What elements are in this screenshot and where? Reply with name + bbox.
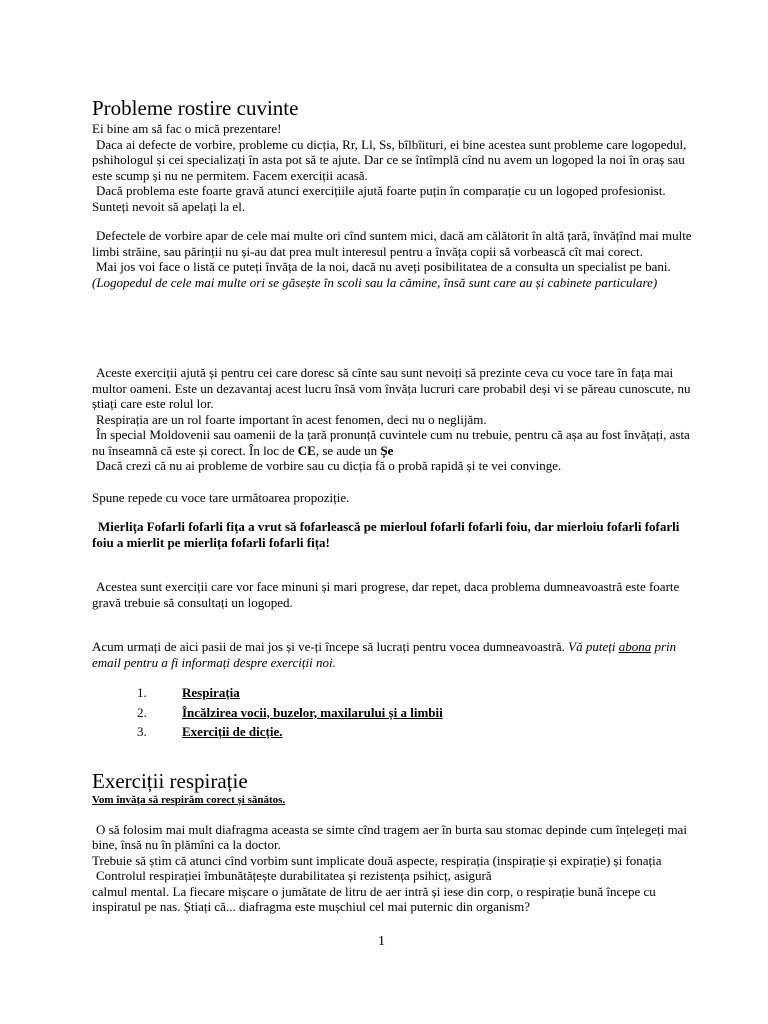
- exercises-text-b: , se aude un: [315, 442, 381, 458]
- toc-item-number: 2.: [137, 704, 147, 720]
- page-title: Probleme rostire cuvinte: [92, 96, 299, 120]
- intro-paragraph-1: Daca ai defecte de vorbire, probleme cu dicția, Rr, Ll, Ss, bîlbîituri, ei bine acestea sunt probleme care logopedul, pshihologul și cei specializați în asta pot să te ajute. Dar ce se întîmplă cînd nu avem un logoped la noi în oraș sau este scump și nu ne permitem. Facem exerciții acasă.: [92, 136, 687, 183]
- section-subtitle: Vom învăța să respirăm corect și sănătos.: [92, 794, 286, 806]
- toc-link-dictie[interactable]: Exerciții de dicție.: [182, 724, 283, 739]
- toc-item-number: 1.: [137, 685, 147, 700]
- se-word: Șe: [380, 442, 394, 458]
- exercises-text-a: În special Moldovenii sau oamenii de la țară pronunță cuvintele cum nu trebuie, pentru că așa au fost învățați, asta nu înseamnă că este și corect. În loc de: [92, 427, 690, 458]
- exercises-paragraph-4: Dacă crezi că nu ai probleme de vorbire sau cu dicția fă o probă rapidă și te vei convinge.: [96, 458, 562, 473]
- exercises-paragraph-1: Aceste exerciții ajută și pentru cei care doresc să cînte sau sunt nevoiți să prezinte ceva cu voce tare în fața mai multor oameni. Este un dezavantaj acest lucru însă vom învăța lucruri care probabil deși vi se păreau cunoscute, nu știați care este rolul lor.: [92, 365, 691, 411]
- resp-paragraph-2: Trebuie să știm că atunci cînd vorbim sunt implicate două aspecte, respirația (inspirație și expirație) și fonația: [92, 852, 662, 868]
- toc-link-respiratia[interactable]: Respirația: [182, 685, 240, 700]
- follow-text-d: prin email pentru a fi informați despre exerciții noi.: [92, 639, 677, 670]
- resp-paragraph-4: calmul mental. La fiecare mișcare o jumătate de litru de aer intră și iese din corp, o respirație bună începe cu inspiratul pe nas. Știați că... diafragma este mușchiul cel mai puternic din organism?: [92, 883, 656, 914]
- follow-paragraph: [92, 639, 692, 670]
- follow-text-a: Acum urmați de aici pasii de mai jos și ve-ți începe să lucrați pentru vocea dumneavoastră.: [92, 639, 569, 654]
- toc-link-incalzirea[interactable]: Încălzirea vocii, buzelor, maxilarului și a limbii: [182, 704, 443, 720]
- defects-paragraph-1: Defectele de vorbire apar de cele mai multe ori cînd suntem mici, dacă am călătorit în altă țară, învățînd mai multe limbi străine, sau părinții nu și-au dat prea mult interesul pentru a învăța copii să vorbească cît mai corect.: [92, 228, 692, 259]
- intro-line: Ei bine am să fac o mică prezentare!: [92, 121, 282, 136]
- tongue-twister: Mierlița Fofarli fofarli fița a vrut să fofarlească pe mierloul fofarli fofarli foiu, dar mierloiu fofarli fofarli foiu a mierlit pe mierlița fofarli fofarli fița!: [92, 519, 680, 550]
- intro-paragraph-2: Dacă problema este foarte gravă atunci exercițiile ajută foarte puțin în comparație cu un logoped profesionist. Sunteți nevoit să apelați la el.: [92, 183, 666, 214]
- toc-item[interactable]: [132, 703, 443, 723]
- miracle-paragraph: Acestea sunt exerciții care vor face minuni și mari progrese, dar repet, daca problema dumneavoastră este foarte gravă trebuie să consultați un logoped.: [92, 579, 680, 610]
- prompt-line: Spune repede cu voce tare următoarea propoziție.: [92, 490, 350, 505]
- resp-paragraph-3: Controlul respirației îmbunătățește durabilitatea și rezistența psihicț, asigură: [96, 868, 492, 883]
- toc-item[interactable]: [132, 722, 443, 742]
- follow-text-b: Vă puteți: [568, 639, 619, 654]
- defects-section: [92, 228, 692, 290]
- defects-paragraph-2: Mai jos voi face o listă ce puteți învăța de la noi, dacă nu aveți posibilitatea de a consulta un specialist pe bani.: [96, 259, 671, 274]
- page-number: 1: [378, 934, 385, 949]
- defects-note: (Logopedul de cele mai multe ori se găsește în scoli sau la cămine, însă sunt care au și cabinete particulare): [92, 274, 658, 290]
- ce-word: CE: [297, 442, 316, 458]
- spacer: [92, 809, 692, 822]
- subscribe-link[interactable]: abona: [618, 639, 652, 654]
- intro-section: [92, 121, 692, 214]
- exercises-paragraph-3: [92, 427, 692, 458]
- table-of-contents: [132, 683, 443, 742]
- section-title-respiratie: Exerciții respirație: [92, 769, 248, 793]
- respiratie-section: [92, 793, 692, 915]
- exercises-section: [92, 365, 692, 474]
- resp-paragraph-1: O să folosim mai mult diafragma aceasta se simte cînd tragem aer în burta sau stomac depinde cum înțelegeți mai bine, însă nu în plămîni ca la doctor.: [92, 821, 687, 852]
- toc-item-number: 3.: [137, 724, 147, 739]
- exercises-paragraph-2: Respirația are un rol foarte important în acest fenomen, deci nu o neglijăm.: [96, 411, 487, 427]
- toc-item[interactable]: [132, 683, 443, 703]
